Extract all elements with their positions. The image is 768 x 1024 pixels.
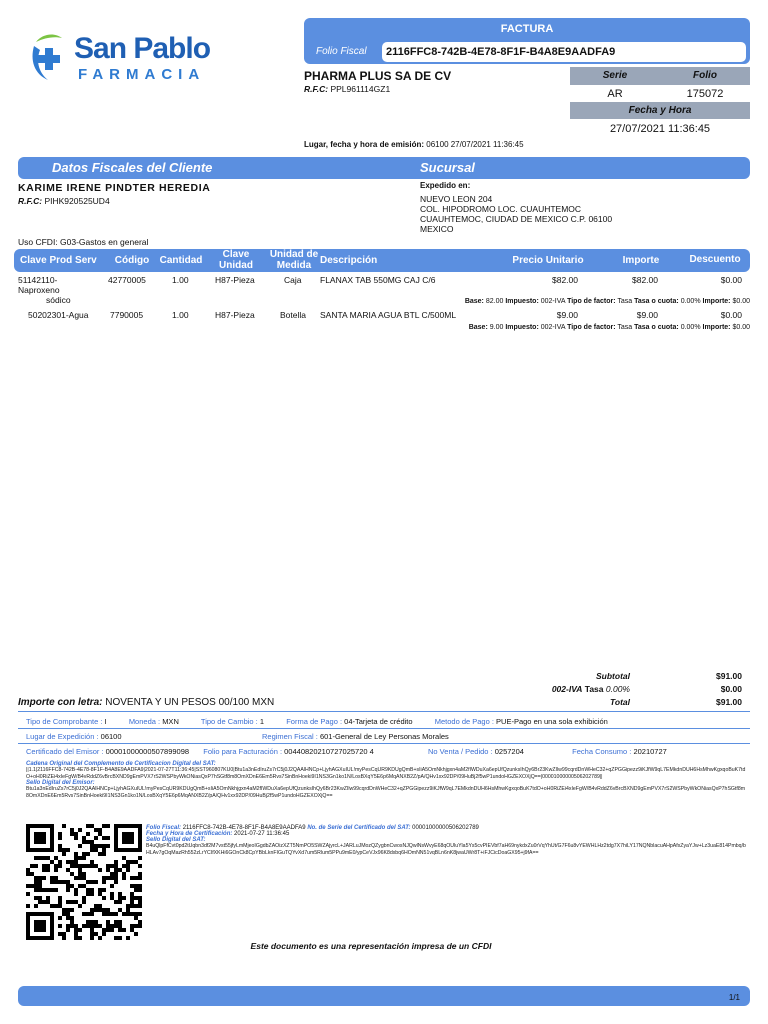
tax-tasa: 0.00% xyxy=(680,298,701,305)
cell-tax-detail xyxy=(380,323,750,333)
total-value: $91.00 xyxy=(716,697,742,707)
lugar-exp: 06100 xyxy=(100,732,122,741)
emisor-lugar-value: 06100 27/07/2021 11:36:45 xyxy=(426,140,524,149)
sucursal-address xyxy=(420,194,612,234)
tax-impuesto: 002-IVA xyxy=(540,298,566,305)
cliente-section-label: Datos Fiscales del Cliente xyxy=(52,160,213,175)
cell-clave-unidad: H87-Pieza xyxy=(215,275,255,285)
folio-fiscal-value: 2116FFC8-742B-4E78-8F1F-B4A8E9AADFA9 xyxy=(386,46,616,58)
totals-block xyxy=(480,670,746,709)
subtotal-value: $91.00 xyxy=(716,671,742,681)
cell-descripcion: SANTA MARIA AGUA BTL C/500ML xyxy=(320,310,457,320)
col-precio: Precio Unitario xyxy=(512,255,584,266)
tax-base-label: Base: xyxy=(464,298,484,305)
sucursal-line: COL. HIPODROMO LOC. CUAUHTEMOC xyxy=(420,204,582,214)
logo-name: San Pablo xyxy=(74,32,211,65)
tax-importe: $0.00 xyxy=(732,324,750,331)
importe-letra-value: NOVENTA Y UN PESOS 00/100 MXN xyxy=(105,697,275,708)
tax-tipo: Tasa xyxy=(617,324,633,331)
cliente-rfc-label: R.F.C: xyxy=(18,196,43,206)
tax-tipo-label: Tipo de factor: xyxy=(567,324,616,331)
col-unidad-medida: Unidad de Medida xyxy=(269,249,319,271)
tipo-comprobante: I xyxy=(104,717,107,726)
forma-pago-label: Forma de Pago : xyxy=(286,717,343,726)
col-cantidad: Cantidad xyxy=(159,255,203,266)
sucursal-line: MEXICO xyxy=(420,224,454,234)
cliente-sucursal-bar xyxy=(18,157,750,179)
cell-clave-prod-line2: sódico xyxy=(46,295,71,305)
total-label: Total xyxy=(610,697,630,707)
cell-unidad: Caja xyxy=(284,275,302,285)
divider xyxy=(18,743,750,744)
pharmacy-cross-icon xyxy=(28,26,70,88)
qr-code-image xyxy=(26,824,142,940)
cert-emisor-label: Certificado del Emisor : xyxy=(26,747,104,756)
sucursal-line: NUEVO LEON 204 xyxy=(420,194,493,204)
cadena-value: ||1.1|2116FFC8-742B-4E78-8F1F-B4A8E9AADFA9|2021-07-27T11:36:45|SST960807KU0|Btu1a3nEdIruZs7rC5j0J2QAAlHNCp+LjyhAGXuIUL!myPesCqUR9KDUgQmB+sIiA5OmNkhjgxn4aM2fIWDuXa6epUfQzunksIhQy6Br23KwZIlw99cqrdDnWHeC32+qZPGGipezz9iKJfW9qL7EMkdnDUH6HsMhwKgxqoBuK7td O+oH0RiZEi4xIeFgW/B4vRddZ6vBrcBXND9gEmPVX7rS2WSPbyWkONiasQxP7hSGtf8m8OmXDnE6Em5Rvs7SinBnHoeki9I1NS3Gn1ko1N/LosBXqY5E6p6MqANXB2Z/pA/QHv1xx92DP/09HuBj2f5wP1undoHGZEXOXjQ==|00001000000506202789|| xyxy=(26,767,746,780)
emisor-lugar-label: Lugar, fecha y hora de emisión: xyxy=(304,140,425,149)
factura-title-bar xyxy=(304,18,750,40)
cell-importe: $9.00 xyxy=(636,310,658,320)
total-row xyxy=(480,696,746,709)
iva-tasa-label: Tasa xyxy=(584,684,604,694)
fecha-consumo-label: Fecha Consumo : xyxy=(572,747,632,756)
col-descripcion: Descripción xyxy=(320,255,378,266)
regimen: 601-General de Ley Personas Morales xyxy=(319,732,449,741)
tax-tipo-label: Tipo de factor: xyxy=(567,298,616,305)
tax-impuesto-label: Impuesto: xyxy=(505,324,539,331)
cell-unidad: Botella xyxy=(280,310,306,320)
divider xyxy=(18,711,750,712)
tax-importe-label: Importe: xyxy=(702,324,731,331)
tax-base: 82.00 xyxy=(485,298,504,305)
tax-tipo: Tasa xyxy=(617,298,633,305)
lugar-exp-label: Lugar de Expedición : xyxy=(26,732,99,741)
fecha-header xyxy=(570,102,750,119)
tax-impuesto: 002-IVA xyxy=(540,324,566,331)
subtotal-label: Subtotal xyxy=(596,671,630,681)
sello-emisor-label: Sello Digital del Emisor: xyxy=(26,780,95,787)
col-clave-unidad: Clave Unidad xyxy=(219,249,253,271)
importe-letra xyxy=(18,697,274,708)
fecha-value: 27/07/2021 11:36:45 xyxy=(609,123,711,135)
sello-sat-label: Sello Digital del SAT: xyxy=(146,837,206,843)
col-codigo: Código xyxy=(114,255,150,266)
fecha-label: Fecha y Hora xyxy=(628,105,692,116)
sat-fecha-cert: 2021-07-27 11:36:45 xyxy=(234,831,290,837)
tax-tasa: 0.00% xyxy=(680,324,701,331)
importe-letra-label: Importe con letra: xyxy=(18,697,103,708)
tax-base: 9.00 xyxy=(489,324,504,331)
cliente-name: KARIME IRENE PINDTER HEREDIA xyxy=(18,182,211,194)
folio-label: Folio xyxy=(693,70,717,81)
uso-cfdi: Uso CFDI: G03-Gastos en general xyxy=(18,237,149,247)
cell-cantidad: 1.00 xyxy=(172,310,189,320)
folio-fiscal-bar xyxy=(304,40,750,64)
sat-serie-cert-label: No. de Serie del Certificado del SAT: xyxy=(307,825,411,831)
emisor-lugar xyxy=(304,140,524,149)
factura-title: FACTURA xyxy=(500,23,554,35)
folio-fiscal-value-box xyxy=(382,42,746,62)
serie-label: Serie xyxy=(602,70,628,81)
emisor-name: PHARMA PLUS SA DE CV xyxy=(304,69,452,83)
metodo-pago-label: Metodo de Pago : xyxy=(434,717,494,726)
tax-impuesto-label: Impuesto: xyxy=(505,298,539,305)
cliente-rfc-value: PIHK920525UD4 xyxy=(44,196,110,206)
tipo-comprobante-label: Tipo de Comprobante : xyxy=(26,717,103,726)
sucursal-line: CUAUHTEMOC, CIUDAD DE MEXICO C.P. 06100 xyxy=(420,214,613,224)
sello-sat-value: B4uQlpFfCvt0pd2tUqbn3df2M7vst55jfyLmMjeoIGgdbZAOizXZT5NmPO5SWZAjyrcL+JARLuJMozQZygbnCwosNJQwlNsWvyE68qOUluYla5Ys5cvPIEVbf7aH69nykdxZu0rVqYhUt/G7F6u8vYEWHLHz2tdg7X7hiLY17NQNblacuAHpAfxZyaYJw+Lz3uaE814Pmbq/bHLAv7gOqMazRh552zLrYCIfXKHi6GOnCk8CpYBbLknFIGuTQYvXd7um5Rlum5PPu9mE0/ypCeVJx96K8dxbq6HOmNN51vqBLn6nK8jwaUWr8T+iFJCicDoaGX95+j9fA== xyxy=(146,843,746,856)
items-table-header xyxy=(14,249,750,272)
cell-tax-detail xyxy=(380,297,750,307)
iva-label: 002-IVA xyxy=(551,684,583,694)
venta: 0257204 xyxy=(494,747,524,756)
sat-folio-label: Folio Fiscal: xyxy=(146,825,182,831)
fecha-consumo: 20210727 xyxy=(633,747,667,756)
cell-descuento: $0.00 xyxy=(720,275,742,285)
iva-row xyxy=(480,683,746,696)
folio-fiscal-label: Folio Fiscal xyxy=(316,46,367,57)
sat-serie-cert: 00001000000506202789 xyxy=(412,825,479,831)
moneda-label: Moneda : xyxy=(128,717,161,726)
tax-importe: $0.00 xyxy=(732,298,750,305)
emisor-rfc-value: PPL961114GZ1 xyxy=(330,84,391,94)
cliente-rfc xyxy=(18,196,110,206)
emisor-rfc xyxy=(304,84,390,94)
subtotal-row xyxy=(480,670,746,683)
cell-codigo: 7790005 xyxy=(110,310,144,320)
folio-value: 175072 xyxy=(686,88,724,100)
tipo-cambio: 1 xyxy=(259,717,265,726)
cell-clave-unidad: H87-Pieza xyxy=(215,310,255,320)
cell-cantidad: 1.00 xyxy=(172,275,189,285)
tax-base-label: Base: xyxy=(468,324,488,331)
footer-note: Este documento es una representación impresa de un CFDI xyxy=(250,941,492,951)
cell-precio: $9.00 xyxy=(556,310,578,320)
moneda: MXN xyxy=(162,717,179,726)
sucursal-expedido-label: Expedido en: xyxy=(420,181,471,190)
emisor-rfc-label: R.F.C: xyxy=(304,84,329,94)
tax-tasa-label: Tasa o cuota: xyxy=(634,324,679,331)
cell-precio: $82.00 xyxy=(552,275,578,285)
folio-fact: 00440820210727025720 4 xyxy=(284,747,374,756)
tipo-cambio-label: Tipo de Cambio : xyxy=(200,717,258,726)
cert-emisor: 00001000000507899098 xyxy=(105,747,190,756)
sat-folio: 2116FFC8-742B-4E78-8F1F-B4A8E9AADFA9 xyxy=(182,825,306,831)
iva-value: $0.00 xyxy=(720,684,742,694)
cell-clave-prod xyxy=(18,275,98,305)
sat-fecha-cert-label: Fecha y Hora de Certificación: xyxy=(146,831,233,837)
cell-importe: $82.00 xyxy=(632,275,658,285)
cell-clave-prod-line1: 51142110-Naproxeno xyxy=(18,275,60,295)
serie-folio-header xyxy=(570,67,750,85)
footer-bar xyxy=(18,986,750,1006)
info-row-2 xyxy=(26,732,122,741)
logo-sub: FARMACIA xyxy=(78,66,206,83)
venta-label: No Venta / Pedido : xyxy=(428,747,493,756)
qr-code xyxy=(26,824,142,940)
tax-importe-label: Importe: xyxy=(702,298,731,305)
regimen-label: Regimen Fiscal : xyxy=(262,732,318,741)
divider xyxy=(18,728,750,729)
page-number: 1/1 xyxy=(728,993,740,1002)
sat-cadena-block xyxy=(26,761,746,799)
cell-descripcion: FLANAX TAB 550MG CAJ C/6 xyxy=(320,275,436,285)
cell-descuento: $0.00 xyxy=(720,310,742,320)
tax-tasa-label: Tasa o cuota: xyxy=(634,298,679,305)
cell-codigo: 42770005 xyxy=(108,275,146,285)
col-clave-prod: Clave Prod Serv xyxy=(20,255,97,266)
folio-fact-label: Folio para Facturación : xyxy=(203,747,283,756)
info-row-3 xyxy=(26,747,750,756)
iva-tasa: 0.00% xyxy=(605,684,630,694)
company-logo xyxy=(28,26,211,96)
metodo-pago: PUE-Pago en una sola exhibición xyxy=(496,717,608,726)
cadena-label: Cadena Original del Complemento de Certificacion Digital del SAT: xyxy=(26,761,216,767)
sat-cert-block xyxy=(146,825,746,856)
col-importe: Importe xyxy=(622,255,660,266)
cell-clave-prod: 50202301-Agua xyxy=(28,310,89,320)
forma-pago: 04-Tarjeta de crédito xyxy=(344,717,413,726)
sucursal-section-label: Sucursal xyxy=(420,160,475,175)
sello-emisor-value: Btu1a3nEdIruZs7rC5j0J2QAAlHNCp+LjyhAGXuIUL!myPesCqUR9KDUgQmB+sIiA5OmNkhjgxn4aM2fIWDuXa6epUfQzunksIhQy6Br23KwZIlw99cqrdDnWHeC32+qZPGGipezz9iKJfW9qL7EMkdnDUH6HsMhwKgxqoBuK7tdO+oH0RiZEi4xIeFgW/B4vRddZ6vBrcBXND9gEmPVX7rS2WSPbyWkONiasQxP7hSGtf8m8OmXDnE6Em5Rvs7SinBnHoeki9I1NS3Gn1ko1N/LosBXqY5E6p6MqANXB2Z/pA/QHv1xx92DP/09HuBj2f5wP1undoHGZEXOXjQ== xyxy=(26,786,746,799)
col-descuento: Descuento xyxy=(689,254,741,265)
info-row-1 xyxy=(26,717,750,726)
info-row-2b xyxy=(262,732,449,741)
serie-value: AR xyxy=(607,88,623,100)
